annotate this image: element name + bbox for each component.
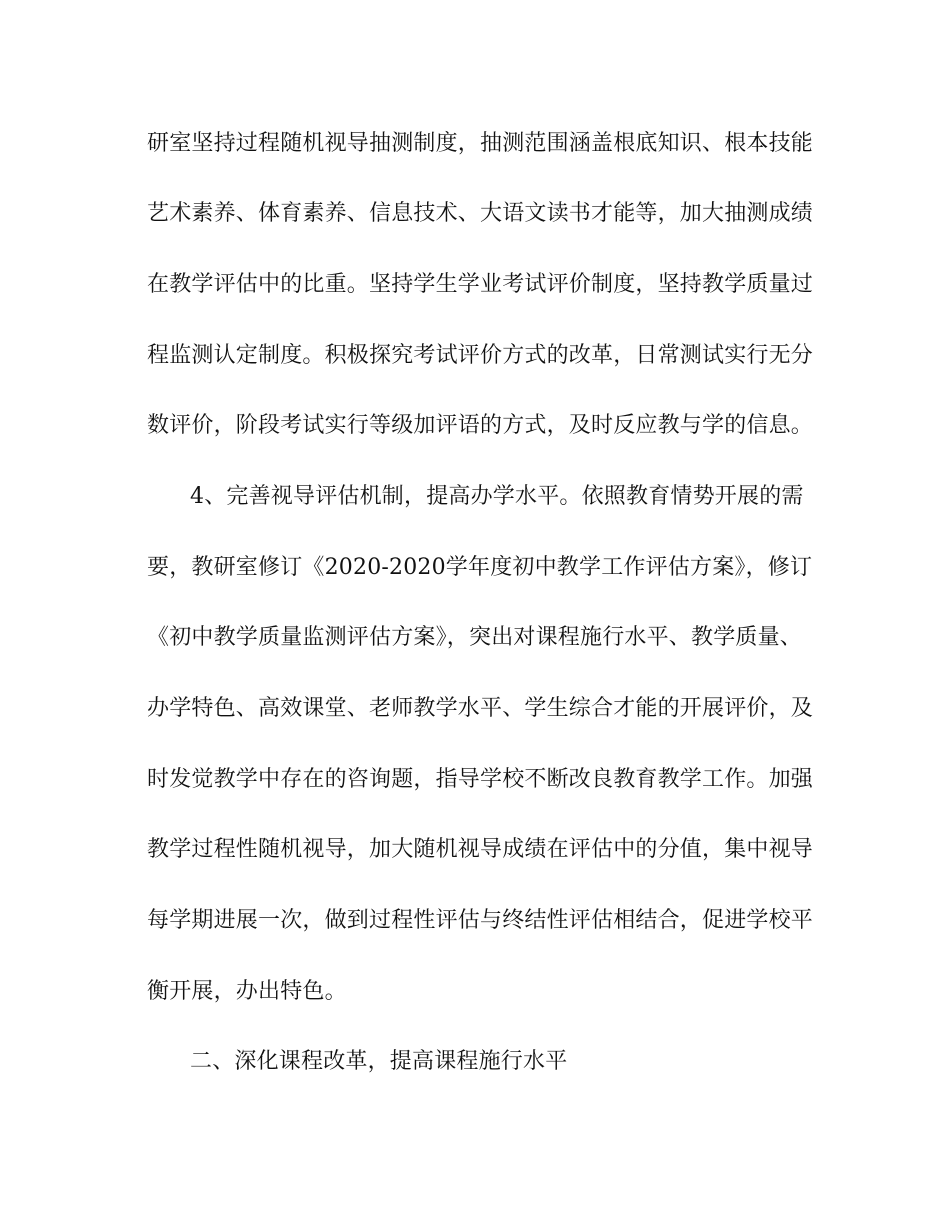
paragraph-line: 每学期进展一次，做到过程性评估与终结性评估相结合，促进学校平 bbox=[147, 908, 814, 933]
paragraph-line: 艺术素养、体育素养、信息技术、大语文读书才能等，加大抽测成绩 bbox=[147, 201, 814, 226]
paragraph-line: 4、完善视导评估机制，提高办学水平。依照教育情势开展的需 bbox=[190, 484, 804, 509]
paragraph-line: 程监测认定制度。积极探究考试评价方式的改革，日常测试实行无分 bbox=[147, 343, 814, 368]
paragraph-line: 数评价，阶段考试实行等级加评语的方式，及时反应教与学的信息。 bbox=[147, 413, 814, 438]
paragraph-line: 《初中教学质量监测评估方案》，突出对课程施行水平、教学质量、 bbox=[147, 625, 803, 650]
paragraph-line: 教学过程性随机视导，加大随机视导成绩在评估中的分值，集中视导 bbox=[147, 837, 814, 862]
paragraph-line: 衡开展，办出特色。 bbox=[147, 979, 347, 1004]
paragraph-line: 要，教研室修订《2020-2020学年度初中教学工作评估方案》，修订 bbox=[147, 555, 813, 580]
section-heading: 二、深化课程改革，提高课程施行水平 bbox=[190, 1049, 568, 1074]
paragraph-line: 时发觉教学中存在的咨询题，指导学校不断改良教育教学工作。加强 bbox=[147, 767, 814, 792]
paragraph-line: 办学特色、高效课堂、老师教学水平、学生综合才能的开展评价，及 bbox=[147, 696, 814, 721]
paragraph-line: 在教学评估中的比重。坚持学生学业考试评价制度，坚持教学质量过 bbox=[147, 272, 814, 297]
paragraph-line: 研室坚持过程随机视导抽测制度，抽测范围涵盖根底知识、根本技能 bbox=[147, 131, 814, 156]
